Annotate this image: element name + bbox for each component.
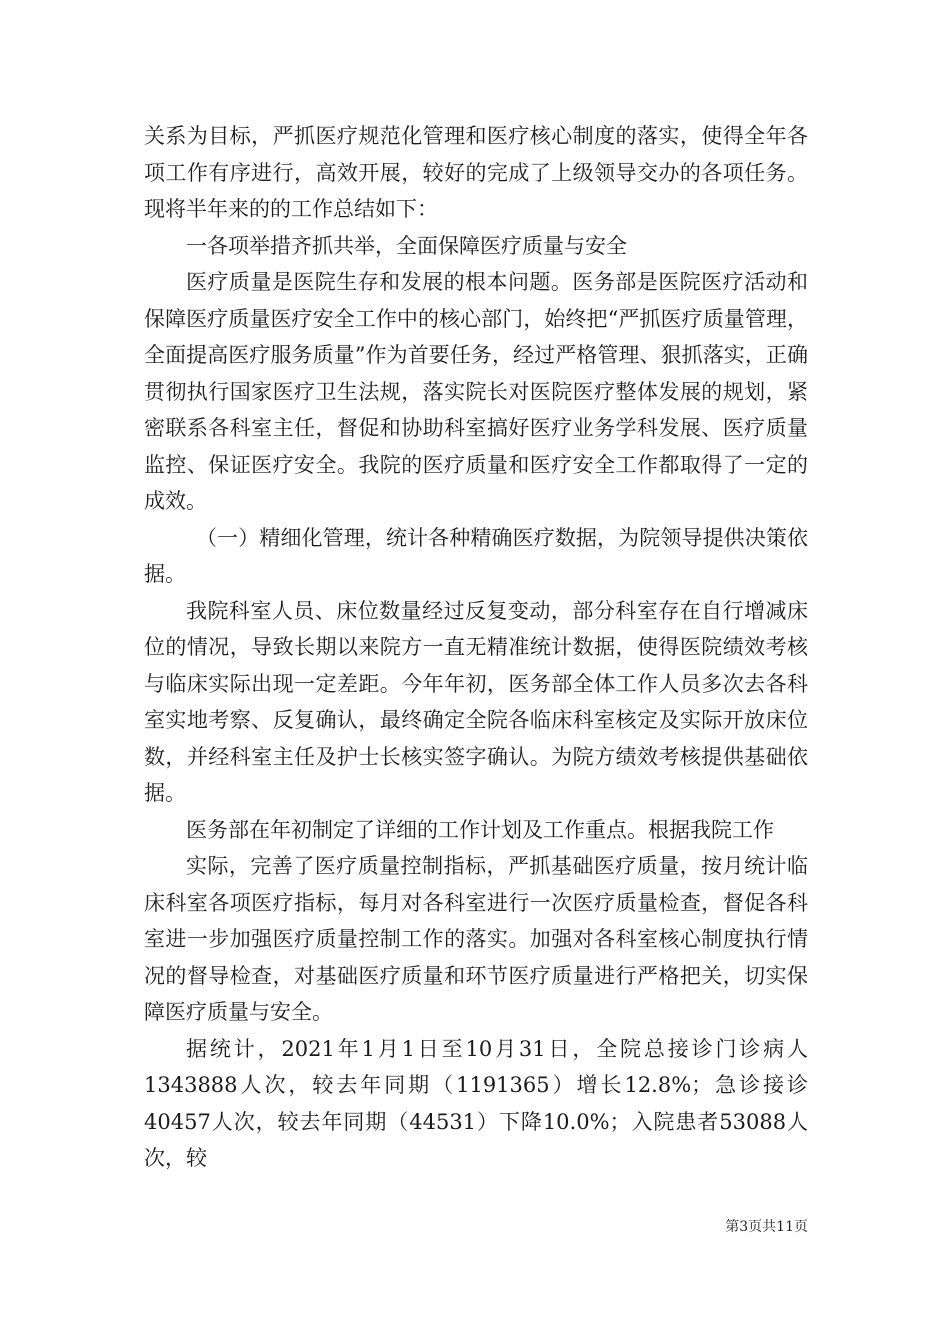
section-heading: 一各项举措齐抓共举，全面保障医疗质量与安全 <box>186 233 627 258</box>
document-body <box>144 118 808 1177</box>
subsection-heading: （一）精细化管理，统计各种精确医疗数据，为院领导提供决策依据。 <box>144 525 808 586</box>
paragraph: 我院科室人员、床位数量经过反复变动，部分科室存在自行增减床位的情况，导致长期以来院方一直无精准统计数据，使得医院绩效考核与临床实际出现一定差距。今年年初，医务部全体工作人员多次去各科室实地考察、反复确认，最终确定全院各临床科室核定及实际开放床位数，并经科室主任及护士长核实签字确认。为院方绩效考核提供基础依据。 <box>144 598 808 805</box>
paragraph: 据统计，2021年1月1日至10月31日，全院总接诊门诊病人1343888人次，较去年同期（1191365）增长12.8%；急诊接诊40457人次，较去年同期（44531）下降10.0%；入院患者53088人次，较 <box>144 1036 808 1170</box>
page-number-footer: 第3页共11页 <box>725 1219 808 1235</box>
paragraph: 医务部在年初制定了详细的工作计划及工作重点。根据我院工作 <box>186 817 774 842</box>
paragraph-continuation: 关系为目标，严抓医疗规范化管理和医疗核心制度的落实，使得全年各项工作有序进行，高效开展，较好的完成了上级领导交办的各项任务。现将半年来的的工作总结如下： <box>144 124 808 221</box>
paragraph: 实际，完善了医疗质量控制指标，严抓基础医疗质量，按月统计临床科室各项医疗指标，每月对各科室进行一次医疗质量检查，督促各科室进一步加强医疗质量控制工作的落实。加强对各科室核心制度执行情况的督导检查，对基础医疗质量和环节医疗质量进行严格把关，切实保障医疗质量与安全。 <box>144 854 808 1024</box>
paragraph: 医疗质量是医院生存和发展的根本问题。医务部是医院医疗活动和保障医疗质量医疗安全工作中的核心部门，始终把“严抓医疗质量管理，全面提高医疗服务质量”作为首要任务，经过严格管理、狠抓落实，正确贯彻执行国家医疗卫生法规，落实院长对医院医疗整体发展的规划，紧密联系各科室主任，督促和协助科室搞好医疗业务学科发展、医疗质量监控、保证医疗安全。我院的医疗质量和医疗安全工作都取得了一定的成效。 <box>144 270 808 513</box>
